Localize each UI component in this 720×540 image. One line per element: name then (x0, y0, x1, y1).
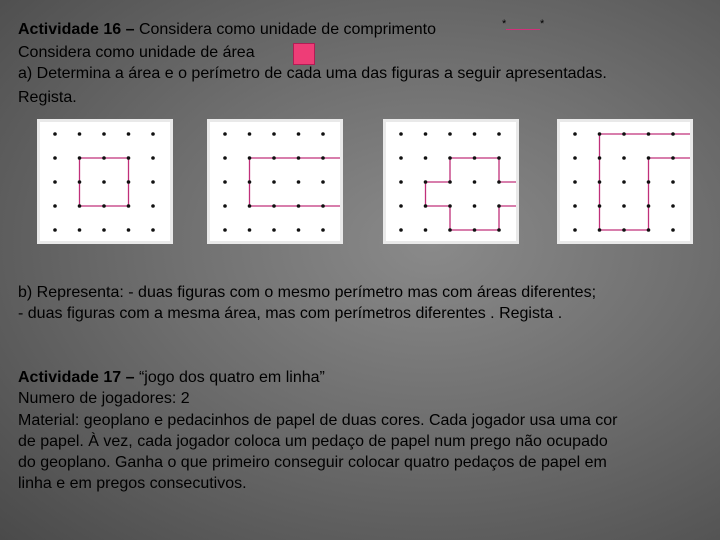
geoboard-peg (424, 156, 428, 160)
geoboard-peg (399, 180, 403, 184)
geoboard-peg (473, 132, 477, 136)
geoboard-peg (102, 180, 106, 184)
geoboard-peg (573, 132, 577, 136)
geoboard-peg (272, 156, 276, 160)
geoboard-peg (497, 180, 501, 184)
geoboard-peg (102, 132, 106, 136)
geoboard-peg (647, 132, 651, 136)
geoboard-peg (647, 228, 651, 232)
material-line: de papel. À vez, cada jogador coloca um pedaço de papel num prego não ocupado (18, 433, 608, 450)
geoboard-peg (448, 132, 452, 136)
geoboard-peg (399, 156, 403, 160)
geoboard-peg (573, 204, 577, 208)
geoboard-peg (248, 156, 252, 160)
geoboard-peg (53, 180, 57, 184)
geoboard-peg (297, 132, 301, 136)
figure-outline-l-shape (600, 134, 691, 230)
geoboard-peg (573, 156, 577, 160)
geoboard-peg (598, 132, 602, 136)
title-dash: – (121, 21, 139, 38)
geoboard-peg (272, 228, 276, 232)
geoboard-peg (151, 180, 155, 184)
activity-17-heading (18, 368, 325, 388)
geoboard-svg (210, 122, 340, 241)
geoboard-peg (151, 156, 155, 160)
geoboard-peg (78, 132, 82, 136)
geoboard-peg (448, 180, 452, 184)
geoboard-peg (321, 204, 325, 208)
geoboard-peg (598, 180, 602, 184)
geoboard-peg (151, 132, 155, 136)
geoboard-peg (78, 204, 82, 208)
geoboard-peg (424, 228, 428, 232)
geoboard-peg (297, 228, 301, 232)
geoboard-peg (248, 180, 252, 184)
geoboard-peg (223, 156, 227, 160)
geoboard-peg (473, 204, 477, 208)
geoboard-peg (671, 156, 675, 160)
geoboard-peg (102, 228, 106, 232)
geoboard-peg (223, 180, 227, 184)
geoboard-peg (297, 204, 301, 208)
geoboard-peg (53, 132, 57, 136)
geoboard-peg (272, 132, 276, 136)
geoboard-svg (560, 122, 690, 241)
material-line: linha e em pregos consecutivos. (18, 475, 247, 492)
geoboard-peg (78, 228, 82, 232)
geoboard-peg (223, 132, 227, 136)
material-line: Material: geoplano e pedacinhos de papel de duas cores. Cada jogador usa uma cor (18, 412, 618, 429)
geoboard-peg (473, 228, 477, 232)
geoboard-peg (151, 228, 155, 232)
geoboard-peg (272, 180, 276, 184)
unit-length-segment (506, 29, 540, 30)
unit-length-end-dot: * (540, 18, 545, 30)
question-a: a) Determina a área e o perímetro de cada uma das figuras a seguir apresentadas. (18, 65, 607, 82)
geoboard-peg (53, 156, 57, 160)
geoboard-peg (399, 204, 403, 208)
title-dash: – (121, 369, 139, 386)
geoboard-peg (473, 180, 477, 184)
geoboard-peg (223, 204, 227, 208)
material-line: do geoplano. Ganha o que primeiro conseguir colocar quatro pedaços de papel em (18, 454, 607, 471)
geoboard-peg (448, 204, 452, 208)
geoboard-peg (127, 180, 131, 184)
geoboard-peg (424, 204, 428, 208)
geoboard-peg (321, 180, 325, 184)
unit-length-start-dot: * (502, 18, 507, 30)
geoboard-peg (78, 180, 82, 184)
geoboard-peg (671, 180, 675, 184)
geoboard-peg (448, 156, 452, 160)
geoboard-peg (248, 132, 252, 136)
geoboard-peg (622, 180, 626, 184)
geoboard-peg (671, 228, 675, 232)
geoboard-peg (647, 180, 651, 184)
geoboard-peg (622, 132, 626, 136)
figure-outline-cross (426, 158, 517, 230)
question-b-line2: - duas figuras com a mesma área, mas com perímetros diferentes . Regista . (18, 305, 563, 322)
activity-17-subtitle: “jogo dos quatro em linha” (138, 369, 325, 386)
geoboard-peg (497, 132, 501, 136)
geoboard-peg (448, 228, 452, 232)
geoboard-peg (321, 132, 325, 136)
geoboard-peg (671, 204, 675, 208)
activity-16-title: Actividade 16 (18, 21, 122, 38)
geoboard-peg (127, 228, 131, 232)
geoboard-svg (40, 122, 170, 241)
geoboard-peg (497, 204, 501, 208)
geoboard-peg (671, 132, 675, 136)
geoboard-peg (272, 204, 276, 208)
geoboard-peg (53, 204, 57, 208)
geoboard-peg (622, 228, 626, 232)
geoboard-peg (647, 204, 651, 208)
geoboard-peg (622, 156, 626, 160)
geoboard-peg (573, 228, 577, 232)
players-text: Numero de jogadores: 2 (18, 390, 190, 407)
geoboard-peg (102, 156, 106, 160)
geoboard-peg (151, 204, 155, 208)
geoboard-peg (399, 132, 403, 136)
geoboard-peg (424, 180, 428, 184)
geoboard-peg (473, 156, 477, 160)
geoboard-peg (598, 204, 602, 208)
unit-area-text: Considera como unidade de área (18, 44, 255, 61)
geoboard-svg (386, 122, 516, 241)
unit-area-square (293, 43, 315, 65)
geoboard-peg (321, 228, 325, 232)
geoboard-peg (102, 204, 106, 208)
geoboard-peg (127, 156, 131, 160)
geoboard-peg (127, 204, 131, 208)
material-paragraph (18, 410, 690, 494)
question-a-register: Regista. (18, 89, 77, 106)
geoboard-peg (297, 180, 301, 184)
geoboard-peg (399, 228, 403, 232)
geoboard-figure-3 (383, 119, 519, 244)
geoboard-peg (321, 156, 325, 160)
figure-outline-rectangle (250, 158, 341, 206)
geoboard-peg (598, 156, 602, 160)
question-b-line1: b) Representa: - duas figuras com o mesmo perímetro mas com áreas diferentes; (18, 284, 597, 301)
geoboard-peg (248, 228, 252, 232)
geoboard-figure-4 (557, 119, 693, 244)
geoboard-peg (424, 132, 428, 136)
geoboard-peg (297, 156, 301, 160)
geoboard-peg (647, 156, 651, 160)
geoboard-peg (497, 156, 501, 160)
geoboard-peg (598, 228, 602, 232)
geoboard-figure-1 (37, 119, 173, 244)
geoboard-peg (573, 180, 577, 184)
activity-16-line1 (18, 20, 436, 40)
geoboard-peg (622, 204, 626, 208)
geoboard-peg (78, 156, 82, 160)
geoboard-peg (53, 228, 57, 232)
geoboard-peg (248, 204, 252, 208)
unit-length-text: Considera como unidade de comprimento (138, 21, 437, 38)
geoboard-peg (497, 228, 501, 232)
activity-17-title: Actividade 17 (18, 369, 122, 386)
geoboard-peg (127, 132, 131, 136)
geoboard-figure-2 (207, 119, 343, 244)
geoboard-peg (223, 228, 227, 232)
